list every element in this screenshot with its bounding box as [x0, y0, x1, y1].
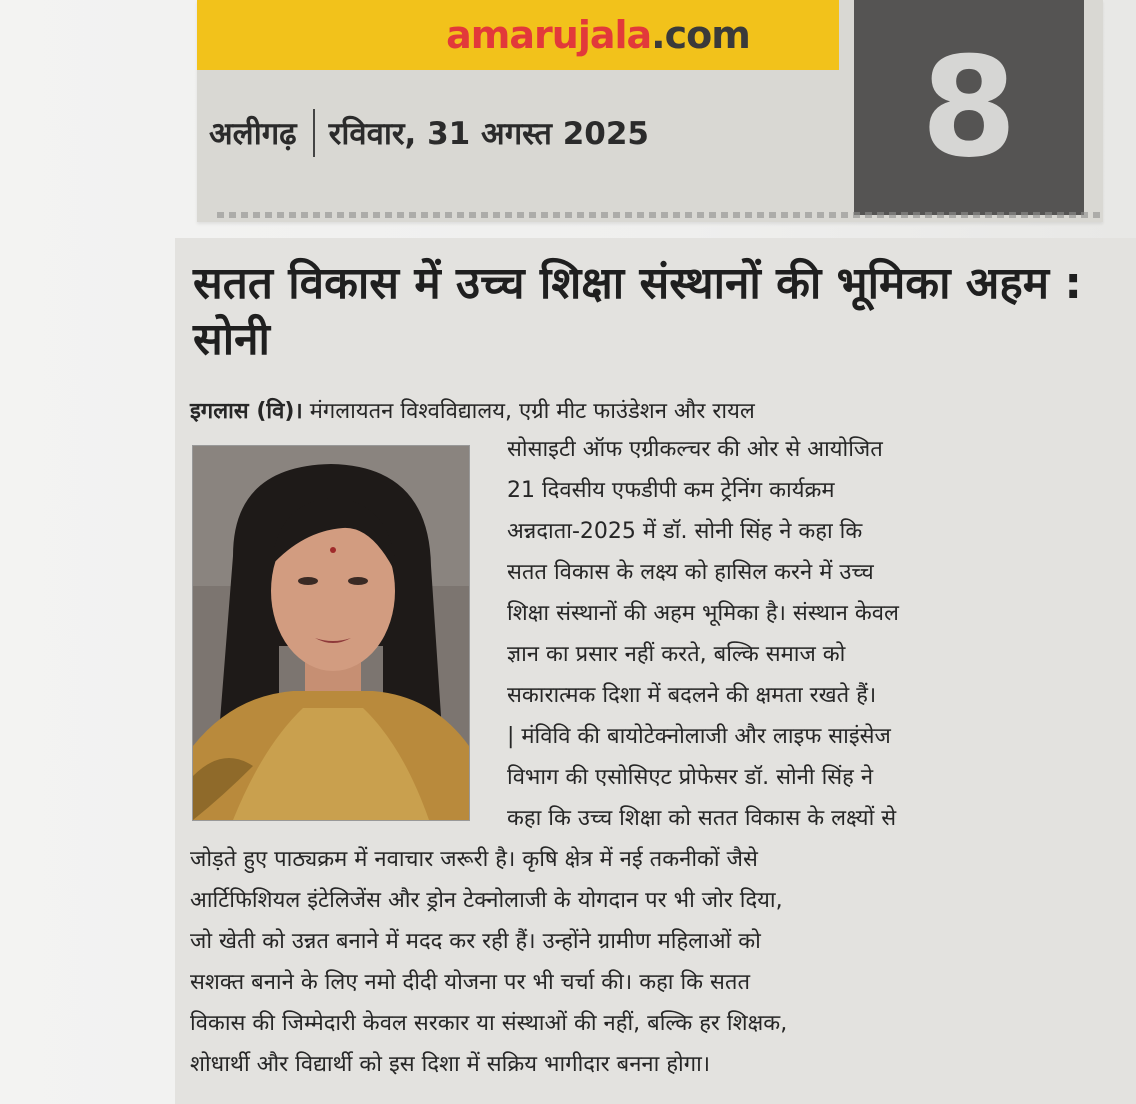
article-headline: सतत विकास में उच्च शिक्षा संस्थानों की भूमिका अहम : सोनी	[193, 258, 1082, 365]
article-line-text: मंगलायतन विश्वविद्यालय, एग्री मीट फाउंडेशन और रायल	[309, 399, 755, 424]
article-line: सशक्त बनाने के लिए नमो दीदी योजना पर भी चर्चा की। कहा कि सतत	[190, 970, 750, 995]
article-line: सकारात्मक दिशा में बदलने की क्षमता रखते हैं।	[507, 683, 877, 708]
article-line: जोड़ते हुए पाठ्यक्रम में नवाचार जरूरी है। कृषि क्षेत्र में नई तकनीकों जैसे	[190, 847, 758, 872]
article-line: विभाग की एसोसिएट प्रोफेसर डॉ. सोनी सिंह ने	[507, 765, 874, 790]
article-line: अन्नदाता-2025 में डॉ. सोनी सिंह ने कहा कि	[507, 519, 863, 544]
portrait-image	[193, 446, 469, 820]
brand-name: amarujala	[446, 13, 652, 57]
edition-date: रविवार, 31 अगस्त 2025	[328, 116, 649, 152]
article-line: सतत विकास के लक्ष्य को हासिल करने में उच्च	[507, 560, 874, 585]
news-article	[175, 238, 1136, 1104]
newspaper-masthead	[197, 0, 1103, 222]
article-line: सोसाइटी ऑफ एग्रीकल्चर की ओर से आयोजित	[507, 437, 883, 462]
article-line: 21 दिवसीय एफडीपी कम ट्रेनिंग कार्यक्रम	[507, 478, 835, 503]
brand-logo	[446, 13, 750, 57]
article-line	[190, 395, 755, 429]
article-photo	[192, 445, 470, 821]
edition-city: अलीगढ़	[209, 116, 297, 152]
article-line: ज्ञान का प्रसार नहीं करते, बल्कि समाज को	[507, 642, 846, 667]
article-line: शिक्षा संस्थानों की अहम भूमिका है। संस्थान केवल	[507, 601, 899, 626]
torn-edge	[217, 212, 1103, 218]
edition-dateline	[209, 108, 649, 158]
brand-strip	[197, 0, 839, 70]
article-line: जो खेती को उन्नत बनाने में मदद कर रही हैं। उन्होंने ग्रामीण महिलाओं को	[190, 929, 761, 954]
article-dateline: इगलास (वि)।	[190, 399, 303, 424]
page-number: 8	[920, 26, 1018, 188]
article-line: आर्टिफिशियल इंटेलिजेंस और ड्रोन टेक्नोलाजी के योगदान पर भी जोर दिया,	[190, 888, 783, 913]
article-line: शोधार्थी और विद्यार्थी को इस दिशा में सक्रिय भागीदार बनना होगा।	[190, 1052, 711, 1077]
article-line: | मंविवि की बायोटेक्नोलाजी और लाइफ साइंसेज	[507, 724, 891, 749]
page-number-box	[854, 0, 1084, 215]
article-line: विकास की जिम्मेदारी केवल सरकार या संस्थाओं की नहीं, बल्कि हर शिक्षक,	[190, 1011, 788, 1036]
dateline-divider	[313, 109, 315, 157]
brand-tld: .com	[651, 13, 750, 57]
article-line: कहा कि उच्च शिक्षा को सतत विकास के लक्ष्यों से	[507, 806, 897, 831]
